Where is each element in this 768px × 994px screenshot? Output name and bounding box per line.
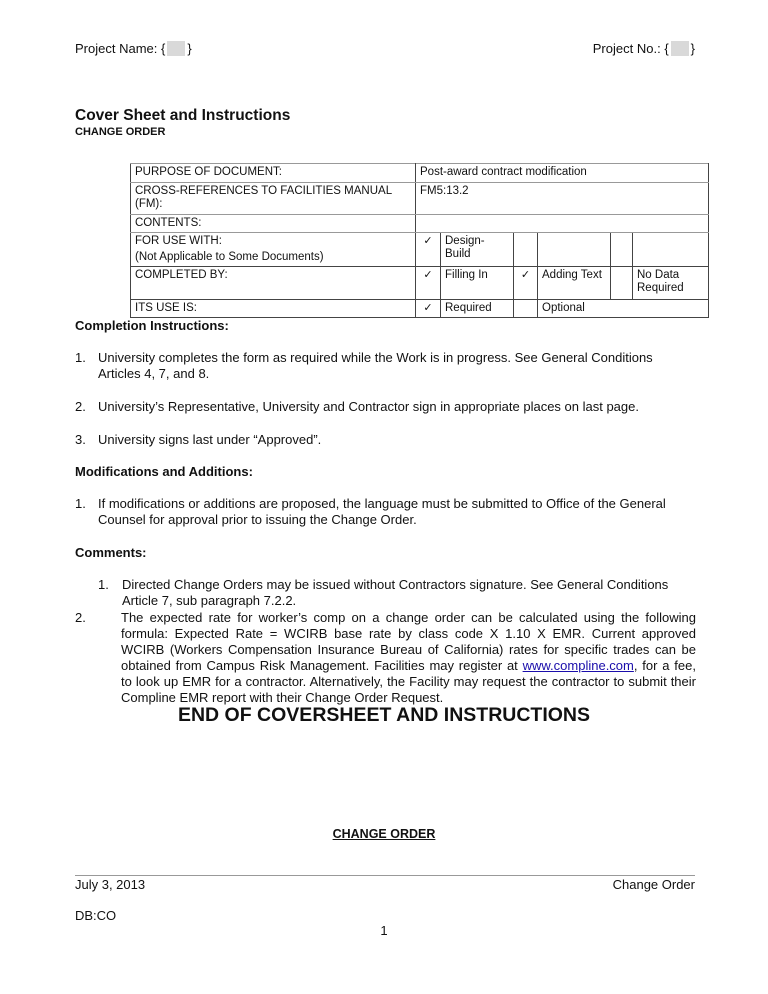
- modifications-item-1: If modifications or additions are proposed, the language must be submitted to Office of the General Counsel for approval prior to issuing the Change Order.: [98, 496, 666, 527]
- table-row: [131, 267, 709, 300]
- project-no-field: Project No.: { }: [592, 41, 695, 56]
- for-use-with-label: FOR USE WITH:: [135, 235, 222, 247]
- footer-code: DB:CO: [75, 908, 117, 923]
- empty-cell: [633, 233, 709, 267]
- check-icon[interactable]: ✓: [416, 267, 441, 300]
- list-number: 3.: [75, 432, 86, 447]
- list-number: 1.: [75, 496, 86, 511]
- end-of-coversheet-title: END OF COVERSHEET AND INSTRUCTIONS: [177, 704, 591, 726]
- option-optional: Optional: [538, 300, 709, 318]
- check-icon[interactable]: ✓: [514, 267, 538, 300]
- project-name-field: Project Name: { }: [75, 41, 192, 56]
- crossref-label: CROSS-REFERENCES TO FACILITIES MANUAL (FM):: [131, 183, 416, 215]
- crossref-value: FM5:13.2: [416, 183, 709, 215]
- check-icon[interactable]: ✓: [416, 233, 441, 267]
- empty-checkbox[interactable]: [514, 233, 538, 267]
- footer-divider: [75, 875, 695, 876]
- change-order-heading: CHANGE ORDER: [332, 827, 436, 841]
- contents-label: CONTENTS:: [131, 215, 416, 233]
- completion-heading: Completion Instructions:: [75, 318, 229, 333]
- list-number: 2.: [75, 610, 86, 625]
- option-design-build: Design-Build: [441, 233, 514, 267]
- page-number: 1: [380, 923, 388, 938]
- comments-item-1: Directed Change Orders may be issued without Contractors signature. See General Conditions Article 7, sub paragraph 7.2.2.: [122, 577, 669, 608]
- table-row: [131, 215, 709, 233]
- completion-item-3: University signs last under “Approved”.: [98, 432, 322, 447]
- option-required: Required: [441, 300, 514, 318]
- completion-item-1: University completes the form as required while the Work is in progress. See General Conditions Articles 4, 7, and 8.: [98, 350, 653, 381]
- option-filling-in: Filling In: [441, 267, 514, 300]
- empty-checkbox[interactable]: [611, 267, 633, 300]
- project-name-input[interactable]: [167, 41, 185, 56]
- list-number: 1.: [75, 350, 86, 365]
- empty-cell: [538, 233, 611, 267]
- purpose-label: PURPOSE OF DOCUMENT:: [131, 164, 416, 183]
- empty-checkbox[interactable]: [514, 300, 538, 318]
- empty-checkbox[interactable]: [611, 233, 633, 267]
- footer-doc-name: Change Order: [612, 877, 695, 892]
- table-row: [131, 183, 709, 215]
- comments-heading: Comments:: [75, 545, 147, 560]
- list-number: 1.: [98, 577, 109, 592]
- footer-date: July 3, 2013: [75, 877, 146, 892]
- for-use-with-cell: [131, 233, 416, 267]
- list-number: 2.: [75, 399, 86, 414]
- completion-item-2: University’s Representative, University and Contractor sign in appropriate places on last page.: [98, 399, 639, 414]
- purpose-value: Post-award contract modification: [416, 164, 709, 183]
- contents-value: [416, 215, 709, 233]
- compline-link[interactable]: www.compline.com: [522, 658, 634, 673]
- project-no-label: Project No.:: [592, 41, 661, 56]
- its-use-is-label: ITS USE IS:: [131, 300, 416, 318]
- page-subtitle: CHANGE ORDER: [75, 126, 166, 138]
- table-row: [131, 300, 709, 318]
- comments-item-2: The expected rate for worker’s comp on a change order can be calculated using the following formula: Expected Rate = WCIRB base rate by class code X 1.10 X EMR. Current approved WCIRB (Workers Compensation Insurance Bureau of California) rates for specific trades can be obtained from Campus Risk Management. Facilities may register at www.compline.com, for a fee, to look up EMR for a contractor. Alternatively, the Facility may request the contractor to submit their Compline EMR report with their Change Order Request.: [121, 610, 696, 705]
- option-no-data-required: No Data Required: [633, 267, 709, 300]
- option-adding-text: Adding Text: [538, 267, 611, 300]
- document-info-table: [130, 163, 709, 318]
- project-name-label: Project Name:: [75, 41, 158, 56]
- table-row: [131, 233, 709, 267]
- modifications-heading: Modifications and Additions:: [75, 464, 253, 479]
- completed-by-label: COMPLETED BY:: [131, 267, 416, 300]
- table-row: [131, 164, 709, 183]
- page-title: Cover Sheet and Instructions: [75, 107, 291, 124]
- check-icon[interactable]: ✓: [416, 300, 441, 318]
- for-use-with-note: (Not Applicable to Some Documents): [135, 251, 324, 263]
- project-no-input[interactable]: [671, 41, 689, 56]
